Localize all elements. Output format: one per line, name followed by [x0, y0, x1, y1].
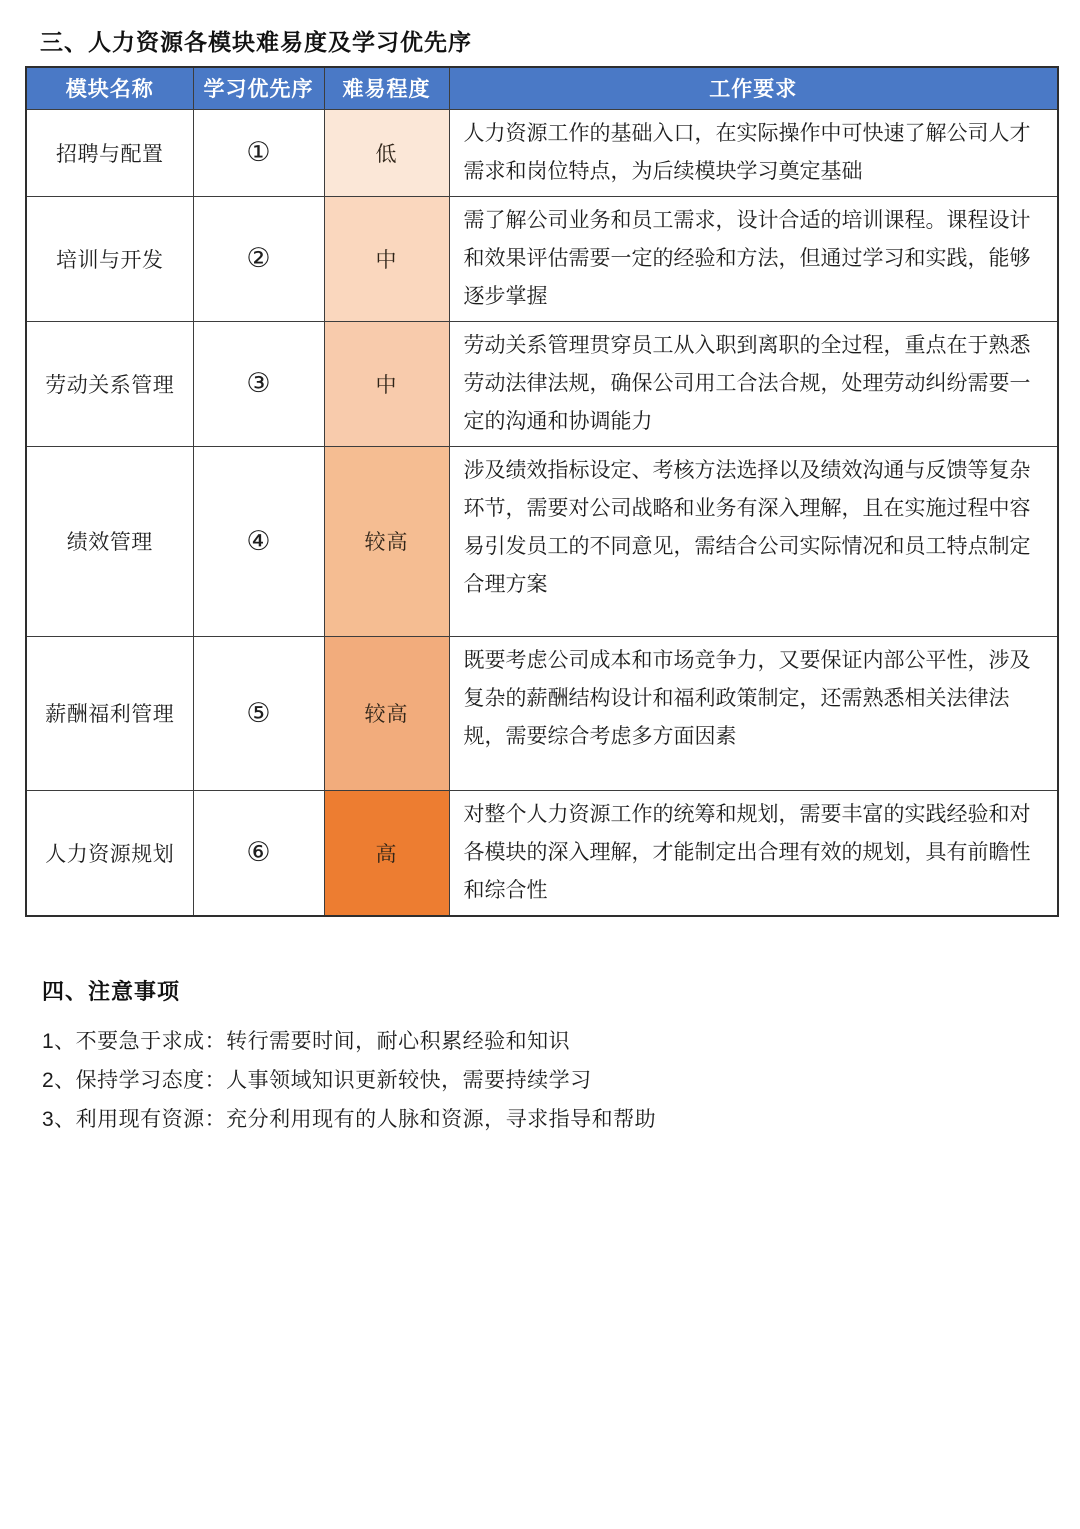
- priority-cell: ⑤: [193, 636, 324, 790]
- requirement-cell: 对整个人力资源工作的统筹和规划，需要丰富的实践经验和对各模块的深入理解，才能制定出合理有效的规划，具有前瞻性和综合性: [449, 790, 1058, 916]
- note-item: 1、不要急于求成：转行需要时间，耐心积累经验和知识: [42, 1029, 571, 1053]
- note-item: 3、利用现有资源：充分利用现有的人脉和资源，寻求指导和帮助: [42, 1107, 657, 1131]
- module-name-cell: 薪酬福利管理: [26, 636, 193, 790]
- table-row: [26, 109, 1058, 196]
- module-name-cell: 劳动关系管理: [26, 321, 193, 446]
- difficulty-cell: 中: [324, 196, 449, 321]
- table-row: [26, 321, 1058, 446]
- hr-modules-table: [25, 66, 1059, 917]
- priority-cell: ①: [193, 109, 324, 196]
- difficulty-cell: 低: [324, 109, 449, 196]
- priority-cell: ②: [193, 196, 324, 321]
- priority-cell: ④: [193, 446, 324, 636]
- module-name-cell: 绩效管理: [26, 446, 193, 636]
- table-row: [26, 790, 1058, 916]
- difficulty-cell: 较高: [324, 636, 449, 790]
- priority-cell: ⑥: [193, 790, 324, 916]
- difficulty-cell: 高: [324, 790, 449, 916]
- requirement-cell: 人力资源工作的基础入口，在实际操作中可快速了解公司人才需求和岗位特点，为后续模块学习奠定基础: [449, 109, 1058, 196]
- requirement-cell: 既要考虑公司成本和市场竞争力，又要保证内部公平性，涉及复杂的薪酬结构设计和福利政策制定，还需熟悉相关法律法规，需要综合考虑多方面因素: [449, 636, 1058, 790]
- table-row: [26, 196, 1058, 321]
- requirement-cell: 劳动关系管理贯穿员工从入职到离职的全过程，重点在于熟悉劳动法律法规，确保公司用工合法合规，处理劳动纠纷需要一定的沟通和协调能力: [449, 321, 1058, 446]
- requirement-cell: 涉及绩效指标设定、考核方法选择以及绩效沟通与反馈等复杂环节，需要对公司战略和业务有深入理解，且在实施过程中容易引发员工的不同意见，需结合公司实际情况和员工特点制定合理方案: [449, 446, 1058, 636]
- requirement-cell: 需了解公司业务和员工需求，设计合适的培训课程。课程设计和效果评估需要一定的经验和方法，但通过学习和实践，能够逐步掌握: [449, 196, 1058, 321]
- header-difficulty: 难易程度: [324, 67, 449, 109]
- note-item: 2、保持学习态度：人事领域知识更新较快，需要持续学习: [42, 1068, 592, 1092]
- section-title-notes: 四、注意事项: [42, 978, 181, 1004]
- module-name-cell: 招聘与配置: [26, 109, 193, 196]
- difficulty-cell: 较高: [324, 446, 449, 636]
- header-learning-priority: 学习优先序: [193, 67, 324, 109]
- table-row: [26, 446, 1058, 636]
- section-title-modules: 三、人力资源各模块难易度及学习优先序: [40, 29, 472, 55]
- table-header-row: [26, 67, 1058, 109]
- header-work-requirements: 工作要求: [449, 67, 1058, 109]
- notes-section: [42, 975, 1080, 1139]
- difficulty-cell: 中: [324, 321, 449, 446]
- module-name-cell: 人力资源规划: [26, 790, 193, 916]
- table-row: [26, 636, 1058, 790]
- priority-cell: ③: [193, 321, 324, 446]
- header-module-name: 模块名称: [26, 67, 193, 109]
- module-name-cell: 培训与开发: [26, 196, 193, 321]
